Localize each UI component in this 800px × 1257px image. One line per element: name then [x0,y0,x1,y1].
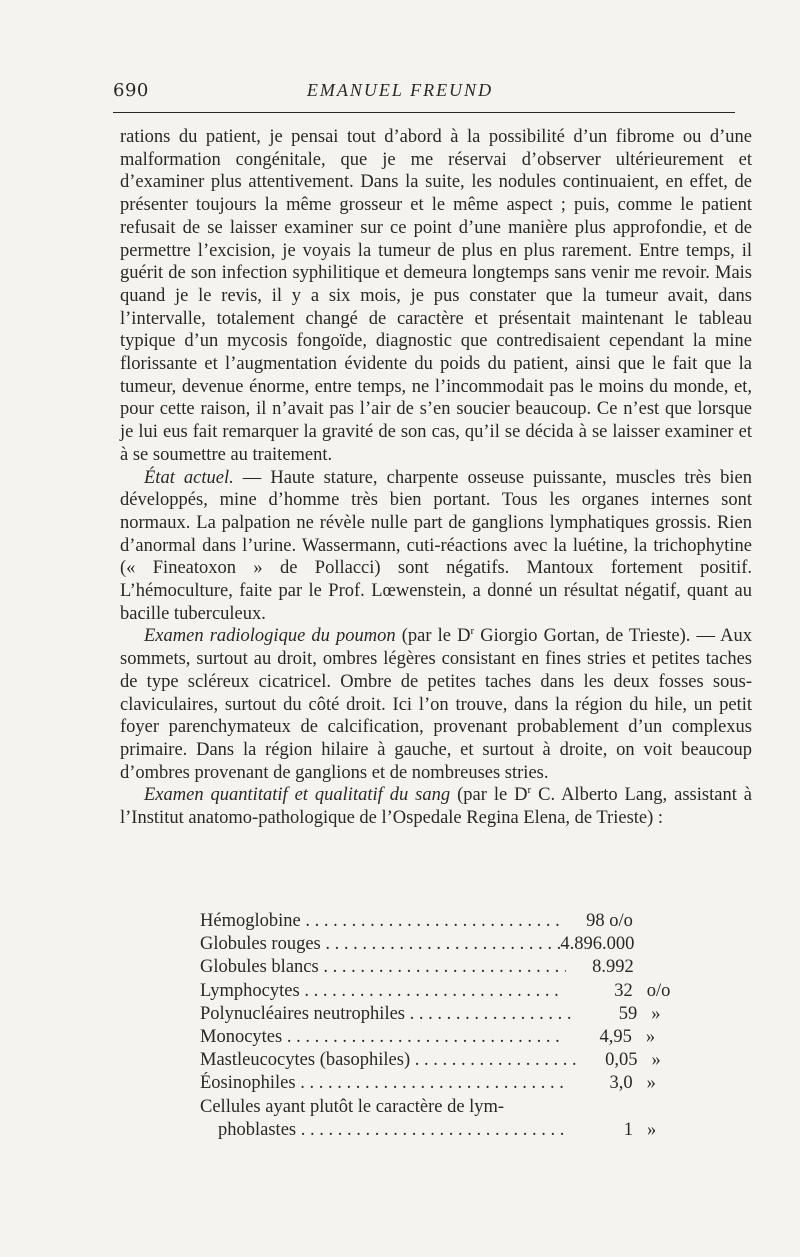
row-label: Monocytes . . . [200,1026,561,1049]
row-label: phoblastes . . . [200,1119,564,1142]
blood-results-table [200,910,680,1142]
table-row [200,933,680,956]
row-value: 59 [618,1003,638,1024]
row-label: Polynucléaires neutrophiles . . . [200,1003,577,1026]
paragraph-text: Giorgio Gortan, de Trieste). — Aux sommets, surtout au droit, ombres légères consistant en fines stries et petites taches de type scléreux cicatricel. Ombre de petites taches dans les deux fosses sous-claviculaires, surtout du côté droit. Ici l’on trouve, dans la région du hile, un petit foyer parenchymateux de calcification, provenant probablement d’un complexus primaire. Dans la région hilaire à gauche, et surtout à droite, on voit beaucoup d’ombres provenant de ganglions et de nombreuses stries. [120,626,752,783]
section-heading-sang: Examen quantitatif et qualitatif du sang [144,785,451,806]
row-value: 4.896.000 [560,934,635,955]
row-label: Globules blancs . . . [200,956,566,979]
paragraph-sang [120,784,752,829]
row-value: 4,95 [599,1027,632,1048]
table-row [200,956,680,979]
row-unit: » [651,1003,661,1024]
paragraph-text: (par le D [450,785,528,806]
table-row [200,1026,680,1049]
row-value: 1 [623,1119,633,1140]
row-unit: » [645,1027,656,1048]
table-row [200,1049,680,1072]
body-text [120,126,752,830]
table-row [200,980,680,1003]
section-heading-radiologique: Examen radiologique du poumon [144,626,396,647]
paragraph-text: (par le D [395,626,471,647]
paragraph-text: C. Alberto Lang, assistant à l’Institut anatomo-pathologique de l’Ospedale Regina Elena, de Trieste) : [120,785,753,829]
row-unit: » [651,1050,661,1071]
section-heading-etat-actuel: État actuel. [144,467,234,488]
row-unit: » [646,1073,656,1094]
table-row [200,1119,680,1142]
row-label: Mastleucocytes (basophiles) . . . [200,1049,578,1072]
page-number: 690 [113,80,149,101]
row-value: 3,0 [609,1073,633,1094]
header-rule [113,112,735,113]
running-head: EMANUEL FREUND [306,80,494,100]
superscript: r [470,625,475,638]
table-row [200,910,680,933]
row-value: 98 o/o [586,911,633,931]
row-label: Hémoglobine . . . [200,910,564,933]
row-value: 8.992 [592,957,634,978]
table-row [200,1072,680,1095]
row-value: 32 [614,980,633,1001]
paragraph-radiologique [120,625,752,784]
row-label: Lymphocytes . . . [200,980,564,1003]
row-value: 0,05 [605,1050,638,1071]
paragraph-text: — Haute stature, charpente osseuse puissante, muscles très bien développés, mine d’homme très bien portant. Tous les organes internes sont normaux. La palpation ne révèle nulle part de ganglions lymphatiques grossis. Rien d’anormal dans l’urine. Wassermann, cuti-réactions avec la luétine, la trichophytine (« Fineatoxon » de Pollacci) sont négatifs. Mantoux fortement positif. L’hémoculture, faite par le Prof. Lœwenstein, a donné un résultat négatif, quant au bacille tuberculeux. [120,467,752,624]
table-row-wrapped-label: Cellules ayant plutôt le caractère de lym- [200,1096,505,1117]
row-unit: o/o [646,980,671,1001]
row-label: Globules rouges . . . [200,933,560,956]
row-label: Éosinophiles . . . [200,1072,563,1095]
superscript: r [527,784,532,797]
row-unit: » [647,1119,657,1140]
paragraph-etat-actuel [120,467,752,626]
table-row [200,1003,680,1026]
paragraph-continuation: rations du patient, je pensai tout d’abord à la possibilité d’un fibrome ou d’une malformation congénitale, que je me réservai d’observer ultérieurement et d’examiner plus attentivement. Dans la suite, les nodules continuaient, en effet, de présenter toujours la même grosseur et le même aspect ; puis, comme le patient refusait de se laisser examiner sur ce point d’une manière plus approfondie, et de permettre l’excision, je voyais la tumeur de plus en plus rarement. Entre temps, il guérit de son infection syphilitique et demeura longtemps sans venir me revoir. Mais quand je le revis, il y a six mois, je pus constater que la tumeur avait, dans l’intervalle, totalement changé de caractère et présentait maintenant le tableau typique d’un mycosis fongoïde, diagnostic que contredisaient cependant la mine florissante et l’augmentation évidente du poids du patient, ainsi que le fait que la tumeur, devenue énorme, entre temps, ne l’incommodait pas le moins du monde, et, pour cette raison, il n’avait pas l’air de s’en soucier beaucoup. Ce n’est que lorsque je lui eus fait remarquer la gravité de son cas, qu’il se décida à se laisser examiner et à se soumettre au traitement. [120,127,752,465]
